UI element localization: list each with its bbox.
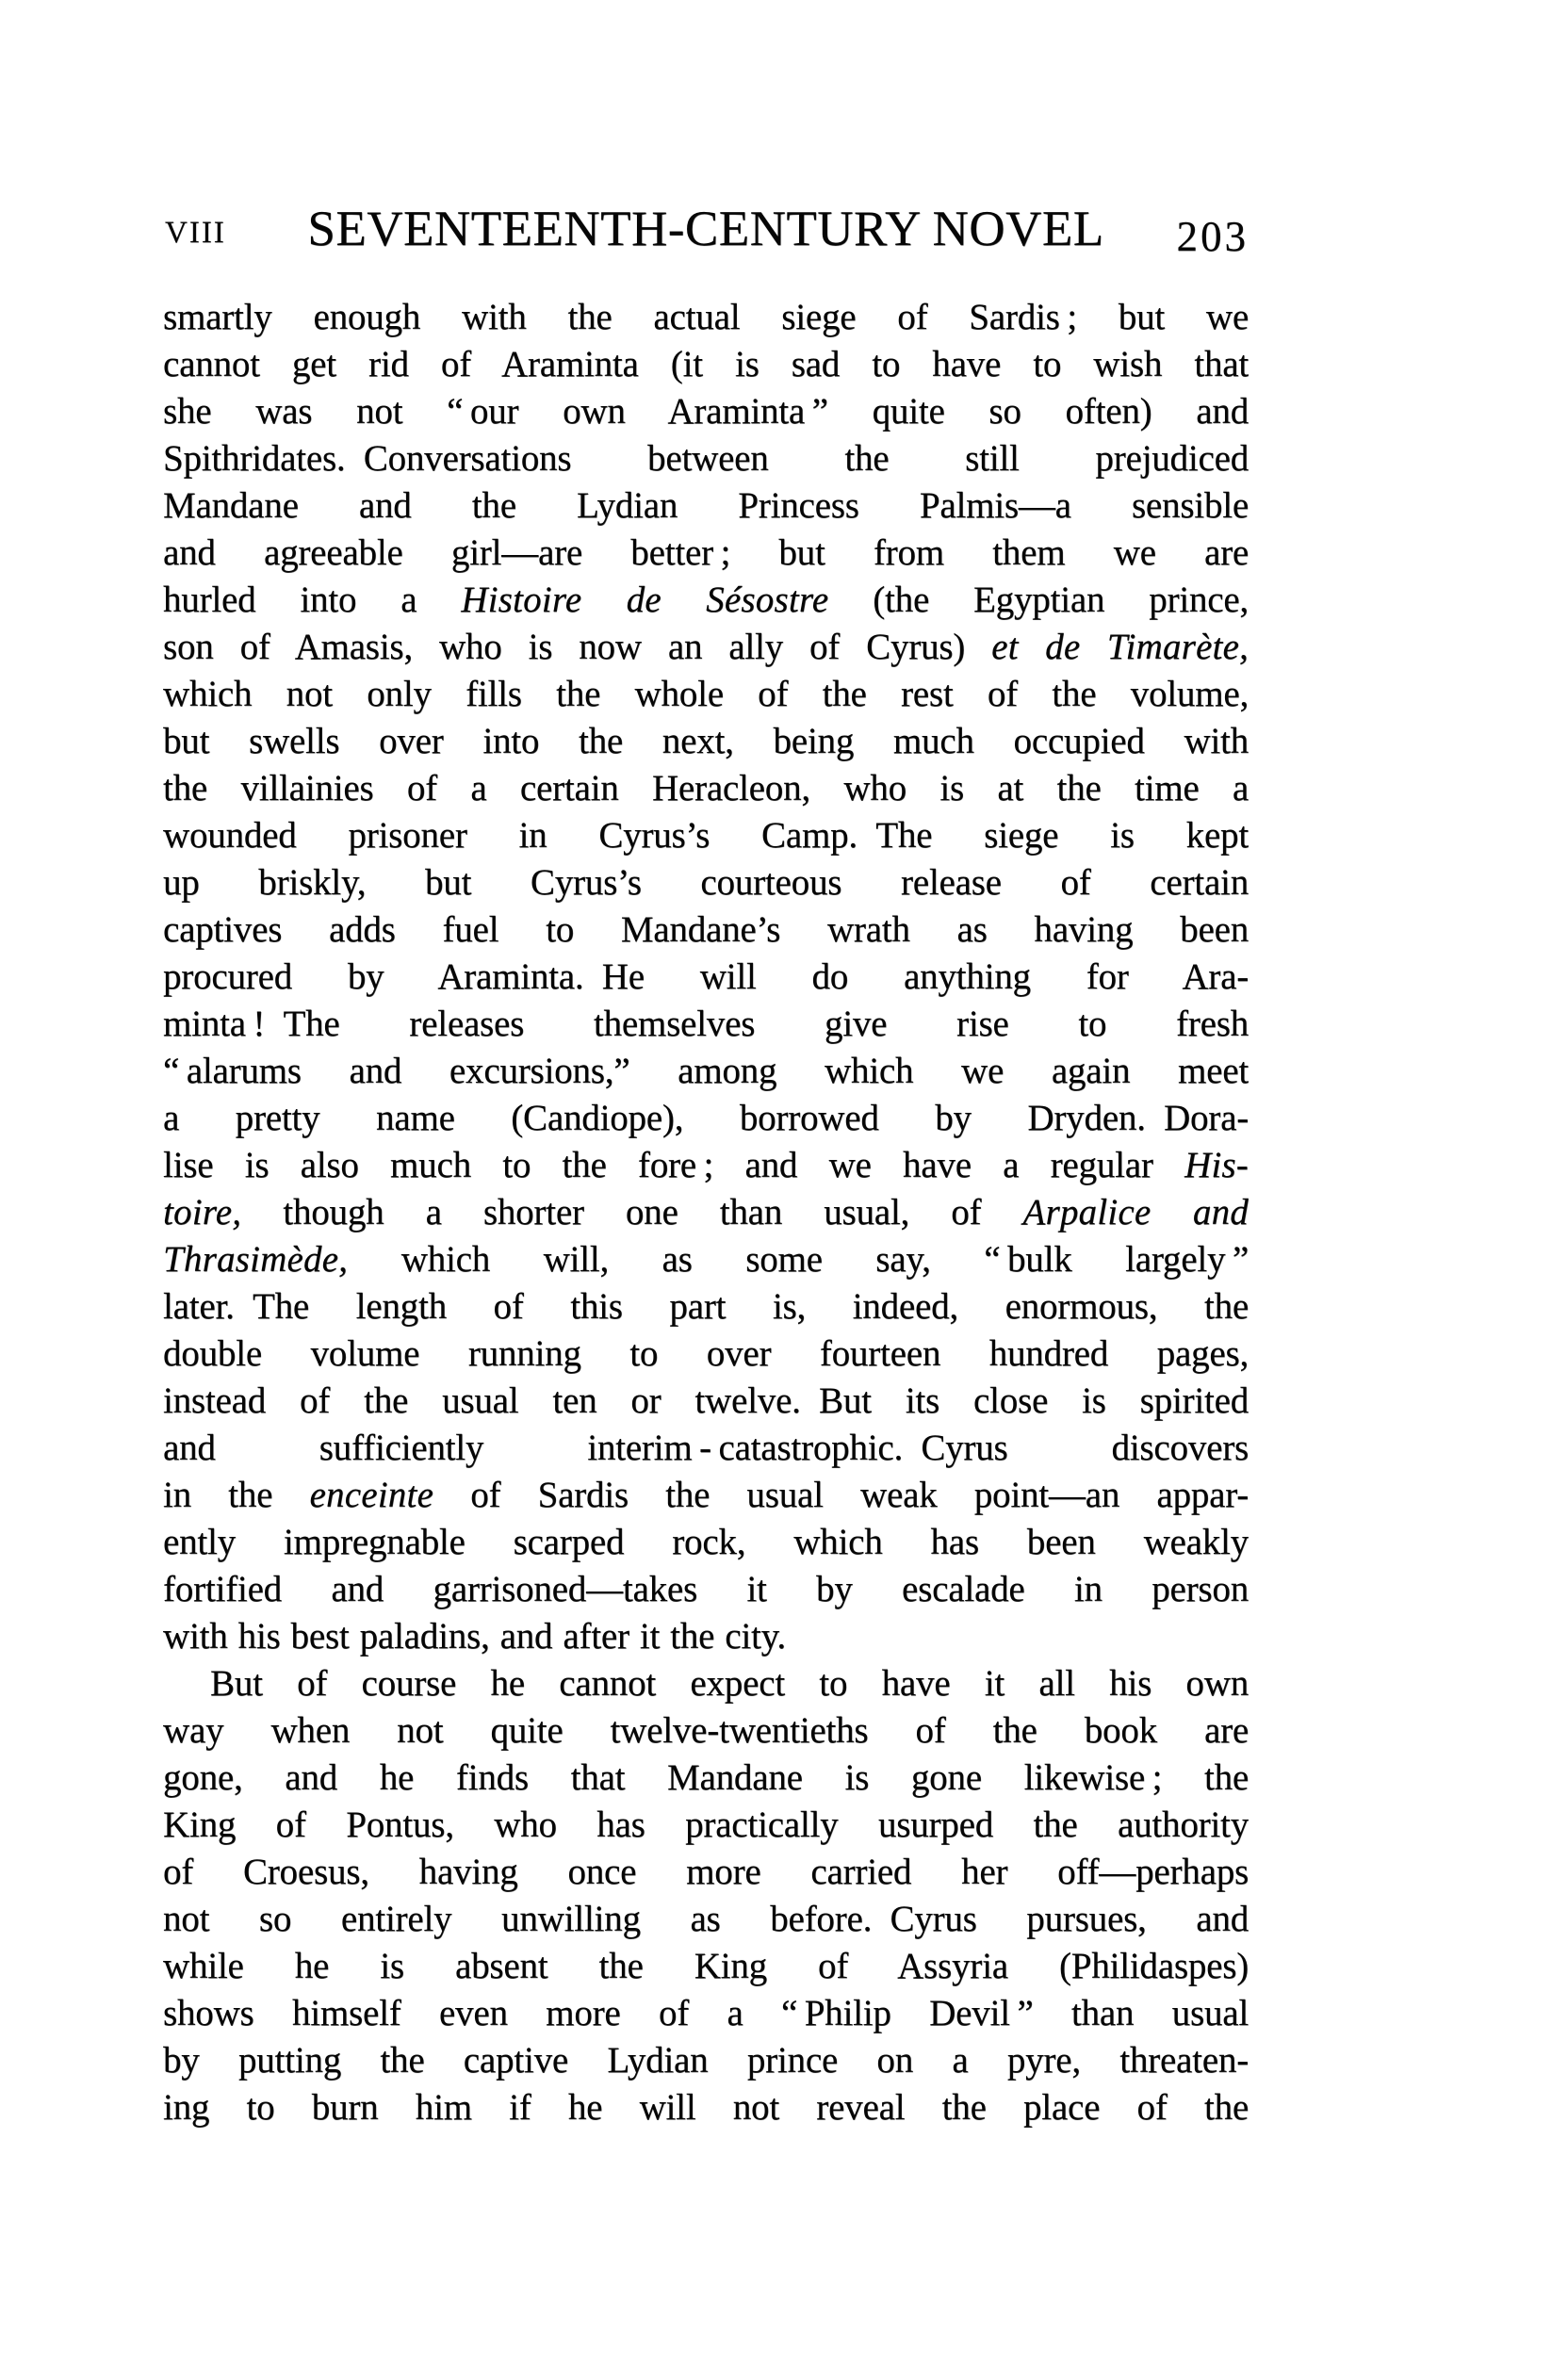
text-segment: she was not “ our own Araminta ” quite so often) and (163, 391, 1249, 432)
text-line (163, 1613, 1249, 1660)
italic-text-segment: et de Timarète, (991, 627, 1249, 667)
text-segment: smartly enough with the actual siege of Sardis ; but we (163, 297, 1249, 337)
text-line (163, 1896, 1249, 1943)
text-segment: with his best paladins, and after it the city. (163, 1616, 786, 1657)
text-line (163, 530, 1249, 577)
text-segment: which will, as some say, “ bulk largely ” (348, 1239, 1249, 1280)
chapter-number: VIII (165, 216, 226, 250)
italic-text-segment: Thrasimède, (163, 1239, 349, 1280)
italic-text-segment: Histoire de Sésostre (461, 580, 829, 620)
text-segment: minta ! The releases themselves give rise to fresh (163, 1004, 1249, 1044)
text-line (163, 2084, 1249, 2131)
text-line (163, 294, 1249, 341)
text-line (163, 1142, 1249, 1189)
text-line (163, 388, 1249, 435)
text-segment: by putting the captive Lydian prince on a pyre, threaten- (163, 2040, 1249, 2081)
text-segment: captives adds fuel to Mandane’s wrath as having been (163, 909, 1249, 950)
text-segment: Mandane and the Lydian Princess Palmis—a sensible (163, 485, 1249, 526)
text-segment: of Croesus, having once more carried her off—perhaps (163, 1852, 1249, 1892)
text-line (163, 1236, 1249, 1283)
text-line (163, 1189, 1249, 1236)
text-line (163, 1849, 1249, 1896)
text-segment: Spithridates. Conversations between the still prejudiced (163, 438, 1249, 479)
text-segment: and sufficiently interim - catastrophic. Cyrus discovers (163, 1428, 1249, 1468)
page-number: 203 (1176, 213, 1249, 260)
text-line (163, 1755, 1249, 1802)
text-segment: son of Amasis, who is now an ally of Cyrus) (163, 627, 992, 667)
italic-text-segment: enceinte (309, 1475, 433, 1515)
text-line (163, 624, 1249, 671)
text-segment: of Sardis the usual weak point—an appar- (433, 1475, 1249, 1515)
text-segment: and agreeable girl—are better ; but from them we are (163, 532, 1249, 573)
text-line (163, 341, 1249, 388)
text-line (163, 765, 1249, 812)
text-line (163, 1660, 1249, 1707)
text-segment: lise is also much to the fore ; and we have a regular (163, 1145, 1185, 1185)
text-line (163, 1378, 1249, 1425)
text-segment: double volume running to over fourteen hundred pages, (163, 1333, 1249, 1374)
text-segment: though a shorter one than usual, of (241, 1192, 1023, 1232)
text-segment: King of Pontus, who has practically usurped the authority (163, 1804, 1249, 1845)
text-line (163, 435, 1249, 482)
text-line (163, 812, 1249, 859)
text-segment: (the Egyptian prince, (828, 580, 1249, 620)
text-segment: ing to burn him if he will not reveal the place of the (163, 2087, 1249, 2128)
text-line (163, 906, 1249, 954)
text-line (163, 1990, 1249, 2037)
text-segment: instead of the usual ten or twelve. But its close is spirited (163, 1380, 1249, 1421)
text-segment: hurled into a (163, 580, 462, 620)
text-segment: fortified and garrisoned—takes it by escalade in person (163, 1569, 1249, 1609)
text-line (163, 1802, 1249, 1849)
text-segment: not so entirely unwilling as before. Cyrus pursues, and (163, 1899, 1249, 1939)
body-text (163, 294, 1249, 2131)
text-segment: but swells over into the next, being much occupied with (163, 721, 1249, 761)
running-title: SEVENTEENTH-CENTURY NOVEL (307, 202, 1104, 256)
text-segment: later. The length of this part is, indeed, enormous, the (163, 1286, 1249, 1327)
text-segment: way when not quite twelve-twentieths of the book are (163, 1710, 1249, 1751)
text-line (163, 1330, 1249, 1378)
text-line (163, 1283, 1249, 1330)
text-line (163, 954, 1249, 1001)
running-header (163, 202, 1249, 260)
paragraph (163, 294, 1249, 1660)
text-segment: “ alarums and excursions,” among which we again meet (163, 1051, 1249, 1091)
text-segment: gone, and he finds that Mandane is gone likewise ; the (163, 1757, 1249, 1798)
text-line (163, 2037, 1249, 2084)
text-segment: up briskly, but Cyrus’s courteous release of certain (163, 862, 1249, 903)
text-line (163, 671, 1249, 718)
text-line (163, 1707, 1249, 1755)
text-segment: shows himself even more of a “ Philip Devil ” than usual (163, 1993, 1249, 2033)
text-segment: while he is absent the King of Assyria (Philidaspes) (163, 1946, 1249, 1986)
text-segment: in the (163, 1475, 310, 1515)
text-line (163, 1472, 1249, 1519)
text-line (163, 1566, 1249, 1613)
text-segment: wounded prisoner in Cyrus’s Camp. The siege is kept (163, 815, 1249, 856)
italic-text-segment: toire, (163, 1192, 242, 1232)
text-line (163, 1519, 1249, 1566)
text-line (163, 718, 1249, 765)
text-segment: the villainies of a certain Heracleon, who is at the time a (163, 768, 1249, 808)
text-line (163, 1095, 1249, 1142)
text-segment: a pretty name (Candiope), borrowed by Dryden. Dora- (163, 1098, 1249, 1138)
text-line (163, 1425, 1249, 1472)
italic-text-segment: His- (1184, 1145, 1249, 1185)
text-line (163, 1943, 1249, 1990)
text-segment: which not only fills the whole of the rest of the volume, (163, 674, 1249, 714)
text-segment: But of course he cannot expect to have it all his own (210, 1663, 1249, 1704)
text-line (163, 1048, 1249, 1095)
text-line (163, 577, 1249, 624)
text-line (163, 1001, 1249, 1048)
text-segment: procured by Araminta. He will do anything for Ara- (163, 956, 1249, 997)
text-segment: ently impregnable scarped rock, which has been weakly (163, 1522, 1249, 1562)
text-line (163, 859, 1249, 906)
paragraph (163, 1660, 1249, 2131)
text-line (163, 482, 1249, 530)
italic-text-segment: Arpalice and (1022, 1192, 1249, 1232)
text-segment: cannot get rid of Araminta (it is sad to have to wish that (163, 344, 1249, 384)
